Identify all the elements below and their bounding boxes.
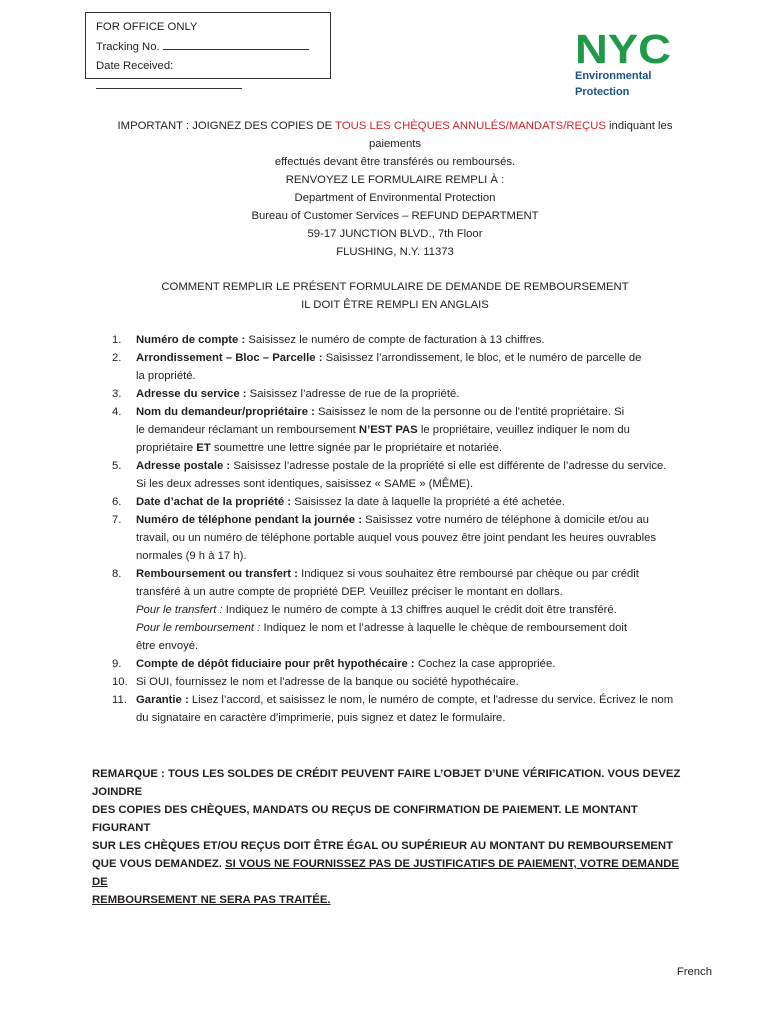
tracking-row xyxy=(96,37,320,57)
instruction-line xyxy=(136,439,682,457)
remark-line2: DES COPIES DES CHÈQUES, MANDATS OU REÇUS DE CONFIRMATION DE PAIEMENT. LE MONTANT FIGURANT xyxy=(92,804,638,834)
remark-warning: SI VOUS NE FOURNISSEZ PAS DE JUSTIFICATIFS DE PAIEMENT, VOTRE DEMANDE DE xyxy=(92,858,679,888)
instruction-field-name: Numéro de compte : xyxy=(136,334,246,346)
office-use-box xyxy=(85,12,331,79)
instruction-line xyxy=(136,655,682,673)
instruction-field-name: Garantie : xyxy=(136,694,189,706)
important-notice xyxy=(90,117,700,171)
return-heading: RENVOYEZ LE FORMULAIRE REMPLI À : xyxy=(285,174,505,186)
instruction-line xyxy=(136,493,682,511)
instruction-item xyxy=(112,457,682,493)
instruction-segment: du signataire en caractère d'imprimerie, puis signez et datez le formulaire. xyxy=(136,712,506,724)
instruction-number: 10. xyxy=(112,676,128,688)
nyc-logo-icon xyxy=(575,32,673,66)
instruction-line xyxy=(136,691,682,709)
instruction-text xyxy=(136,457,682,493)
instruction-item xyxy=(112,331,682,349)
howto-line1: COMMENT REMPLIR LE PRÉSENT FORMULAIRE DE DEMANDE DE REMBOURSEMENT xyxy=(161,281,629,293)
instruction-segment: soumettre une lettre signée par le propriétaire et notariée. xyxy=(210,442,503,454)
office-box-title: FOR OFFICE ONLY xyxy=(96,21,198,33)
instruction-segment: Indiquez le nom et l’adresse à laquelle le chèque de remboursement doit xyxy=(260,622,628,634)
instruction-segment: Saisissez l’adresse de rue de la propriété. xyxy=(246,388,460,400)
instruction-line xyxy=(136,511,682,529)
language-label: French xyxy=(676,966,712,978)
remark-line4: QUE VOUS DEMANDEZ. xyxy=(92,858,226,870)
date-received-line xyxy=(96,76,242,89)
instruction-segment: le demandeur réclamant un remboursement xyxy=(136,424,359,436)
instruction-field-name: Adresse postale : xyxy=(136,460,231,472)
instruction-field-name: Nom du demandeur/propriétaire : xyxy=(136,406,315,418)
instruction-segment: être envoyé. xyxy=(136,640,199,652)
remark-block xyxy=(92,765,692,909)
instruction-item xyxy=(112,565,682,655)
nyc-logo-text: NYC xyxy=(575,32,671,66)
instruction-number: 8. xyxy=(112,568,122,580)
important-prefix: IMPORTANT : JOIGNEZ DES COPIES DE xyxy=(117,120,336,132)
instruction-line xyxy=(136,367,682,385)
instruction-line xyxy=(136,457,682,475)
instruction-item xyxy=(112,673,682,691)
instruction-line xyxy=(136,583,682,601)
instruction-line xyxy=(136,619,682,637)
instruction-segment: Si OUI, fournissez le nom et l'adresse de la banque ou société hypothécaire. xyxy=(136,676,519,688)
instruction-text xyxy=(136,331,682,349)
return-line-city: FLUSHING, N.Y. 11373 xyxy=(336,246,454,258)
instruction-text xyxy=(136,565,682,655)
return-line-street: 59-17 JUNCTION BLVD., 7th Floor xyxy=(307,228,483,240)
instruction-text xyxy=(136,403,682,457)
instruction-line xyxy=(136,565,682,583)
logo-protection: Protection xyxy=(575,86,630,98)
instruction-text xyxy=(136,673,682,691)
instruction-segment: Si les deux adresses sont identiques, saisissez « SAME » (MÊME). xyxy=(136,478,474,490)
instruction-field-name: Remboursement ou transfert : xyxy=(136,568,298,580)
instruction-text xyxy=(136,385,682,403)
instruction-item xyxy=(112,385,682,403)
instruction-list xyxy=(112,331,682,727)
date-row xyxy=(96,57,320,96)
tracking-line xyxy=(163,37,309,50)
howto-line2: IL DOIT ÊTRE REMPLI EN ANGLAIS xyxy=(301,299,489,311)
instruction-segment: Saisissez l’adresse postale de la propriété si elle est différente de l’adresse du service. xyxy=(230,460,667,472)
instruction-number: 2. xyxy=(112,352,122,364)
return-line-bureau: Bureau of Customer Services – REFUND DEPARTMENT xyxy=(251,210,539,222)
instruction-segment: normales (9 h à 17 h). xyxy=(136,550,247,562)
instruction-number: 4. xyxy=(112,406,122,418)
instruction-item xyxy=(112,511,682,565)
instruction-item xyxy=(112,349,682,385)
instruction-segment: Lisez l’accord, et saisissez le nom, le numéro de compte, et l'adresse du service. Écrivez le nom xyxy=(188,694,674,706)
instruction-field-name: Adresse du service : xyxy=(136,388,247,400)
instruction-segment: Saisissez le nom de la personne ou de l'entité propriétaire. Si xyxy=(314,406,625,418)
instruction-text xyxy=(136,655,682,673)
instruction-field-name: ET xyxy=(196,442,211,454)
instruction-item xyxy=(112,655,682,673)
instruction-line xyxy=(136,349,682,367)
logo-environmental: Environmental xyxy=(575,70,652,82)
nyc-dep-logo xyxy=(575,32,675,98)
remark-line3: SUR LES CHÈQUES ET/OU REÇUS DOIT ÊTRE ÉGAL OU SUPÉRIEUR AU MONTANT DU REMBOURSEMENT xyxy=(92,840,673,852)
instruction-segment: travail, ou un numéro de téléphone portable auquel vous pouvez être joint pendant les heures ouvrables xyxy=(136,532,657,544)
instruction-segment: Indiquez le numéro de compte à 13 chiffres auquel le crédit doit être transféré. xyxy=(222,604,617,616)
instruction-line xyxy=(136,709,682,727)
remark-warning-end: REMBOURSEMENT NE SERA PAS TRAITÉE. xyxy=(92,894,331,906)
howto-heading xyxy=(90,278,700,314)
instruction-field-name: N’EST PAS xyxy=(358,424,418,436)
instruction-text xyxy=(136,511,682,565)
instruction-segment: Saisissez la date à laquelle la propriété a été achetée. xyxy=(291,496,565,508)
instruction-line xyxy=(136,529,682,547)
instruction-field-name: Arrondissement – Bloc – Parcelle : xyxy=(136,352,323,364)
instruction-number: 6. xyxy=(112,496,122,508)
instruction-line xyxy=(136,421,682,439)
return-line-department: Department of Environmental Protection xyxy=(294,192,496,204)
instruction-text xyxy=(136,691,682,727)
instruction-segment: la propriété. xyxy=(136,370,196,382)
instruction-segment: Indiquez si vous souhaitez être remboursé par chèque ou par crédit xyxy=(297,568,639,580)
important-line2: effectués devant être transférés ou remboursés. xyxy=(274,156,516,168)
return-address-block xyxy=(90,171,700,261)
instruction-item xyxy=(112,691,682,727)
important-suffix: indiquant les paiements xyxy=(368,120,673,150)
instruction-field-name: Compte de dépôt fiduciaire pour prêt hypothécaire : xyxy=(136,658,415,670)
instruction-segment: Saisissez l’arrondissement, le bloc, et le numéro de parcelle de xyxy=(322,352,642,364)
instruction-item xyxy=(112,403,682,457)
instruction-segment: transféré à un autre compte de propriété DEP. Veuillez préciser le montant en dollars. xyxy=(136,586,563,598)
instruction-field-name: Date d’achat de la propriété : xyxy=(136,496,292,508)
instruction-number: 1. xyxy=(112,334,122,346)
instruction-line xyxy=(136,331,682,349)
instruction-number: 5. xyxy=(112,460,122,472)
instruction-segment: le propriétaire, veuillez indiquer le nom du xyxy=(417,424,630,436)
instruction-line xyxy=(136,403,682,421)
instruction-line xyxy=(136,547,682,565)
instruction-segment: Cochez la case appropriée. xyxy=(414,658,556,670)
instruction-number: 3. xyxy=(112,388,122,400)
instruction-line xyxy=(136,601,682,619)
instruction-number: 9. xyxy=(112,658,122,670)
instruction-segment: Pour le remboursement : xyxy=(136,622,261,634)
instruction-field-name: Numéro de téléphone pendant la journée : xyxy=(136,514,362,526)
instruction-segment: Saisissez le numéro de compte de facturation à 13 chiffres. xyxy=(245,334,545,346)
instruction-segment: Saisissez votre numéro de téléphone à domicile et/ou au xyxy=(361,514,649,526)
instruction-line xyxy=(136,475,682,493)
instruction-text xyxy=(136,349,682,385)
instruction-number: 11. xyxy=(112,694,127,706)
instruction-segment: propriétaire xyxy=(136,442,197,454)
important-highlight: TOUS LES CHÈQUES ANNULÉS/MANDATS/REÇUS xyxy=(335,120,606,132)
instruction-line xyxy=(136,637,682,655)
instruction-number: 7. xyxy=(112,514,122,526)
tracking-label: Tracking No. xyxy=(96,41,160,53)
instruction-line xyxy=(136,673,682,691)
instruction-item xyxy=(112,493,682,511)
instruction-text xyxy=(136,493,682,511)
remark-line1: REMARQUE : TOUS LES SOLDES DE CRÉDIT PEUVENT FAIRE L’OBJET D’UNE VÉRIFICATION. VOUS DEVEZ JOINDRE xyxy=(92,768,681,798)
instruction-line xyxy=(136,385,682,403)
instruction-segment: Pour le transfert : xyxy=(136,604,223,616)
date-received-label: Date Received: xyxy=(96,60,174,72)
